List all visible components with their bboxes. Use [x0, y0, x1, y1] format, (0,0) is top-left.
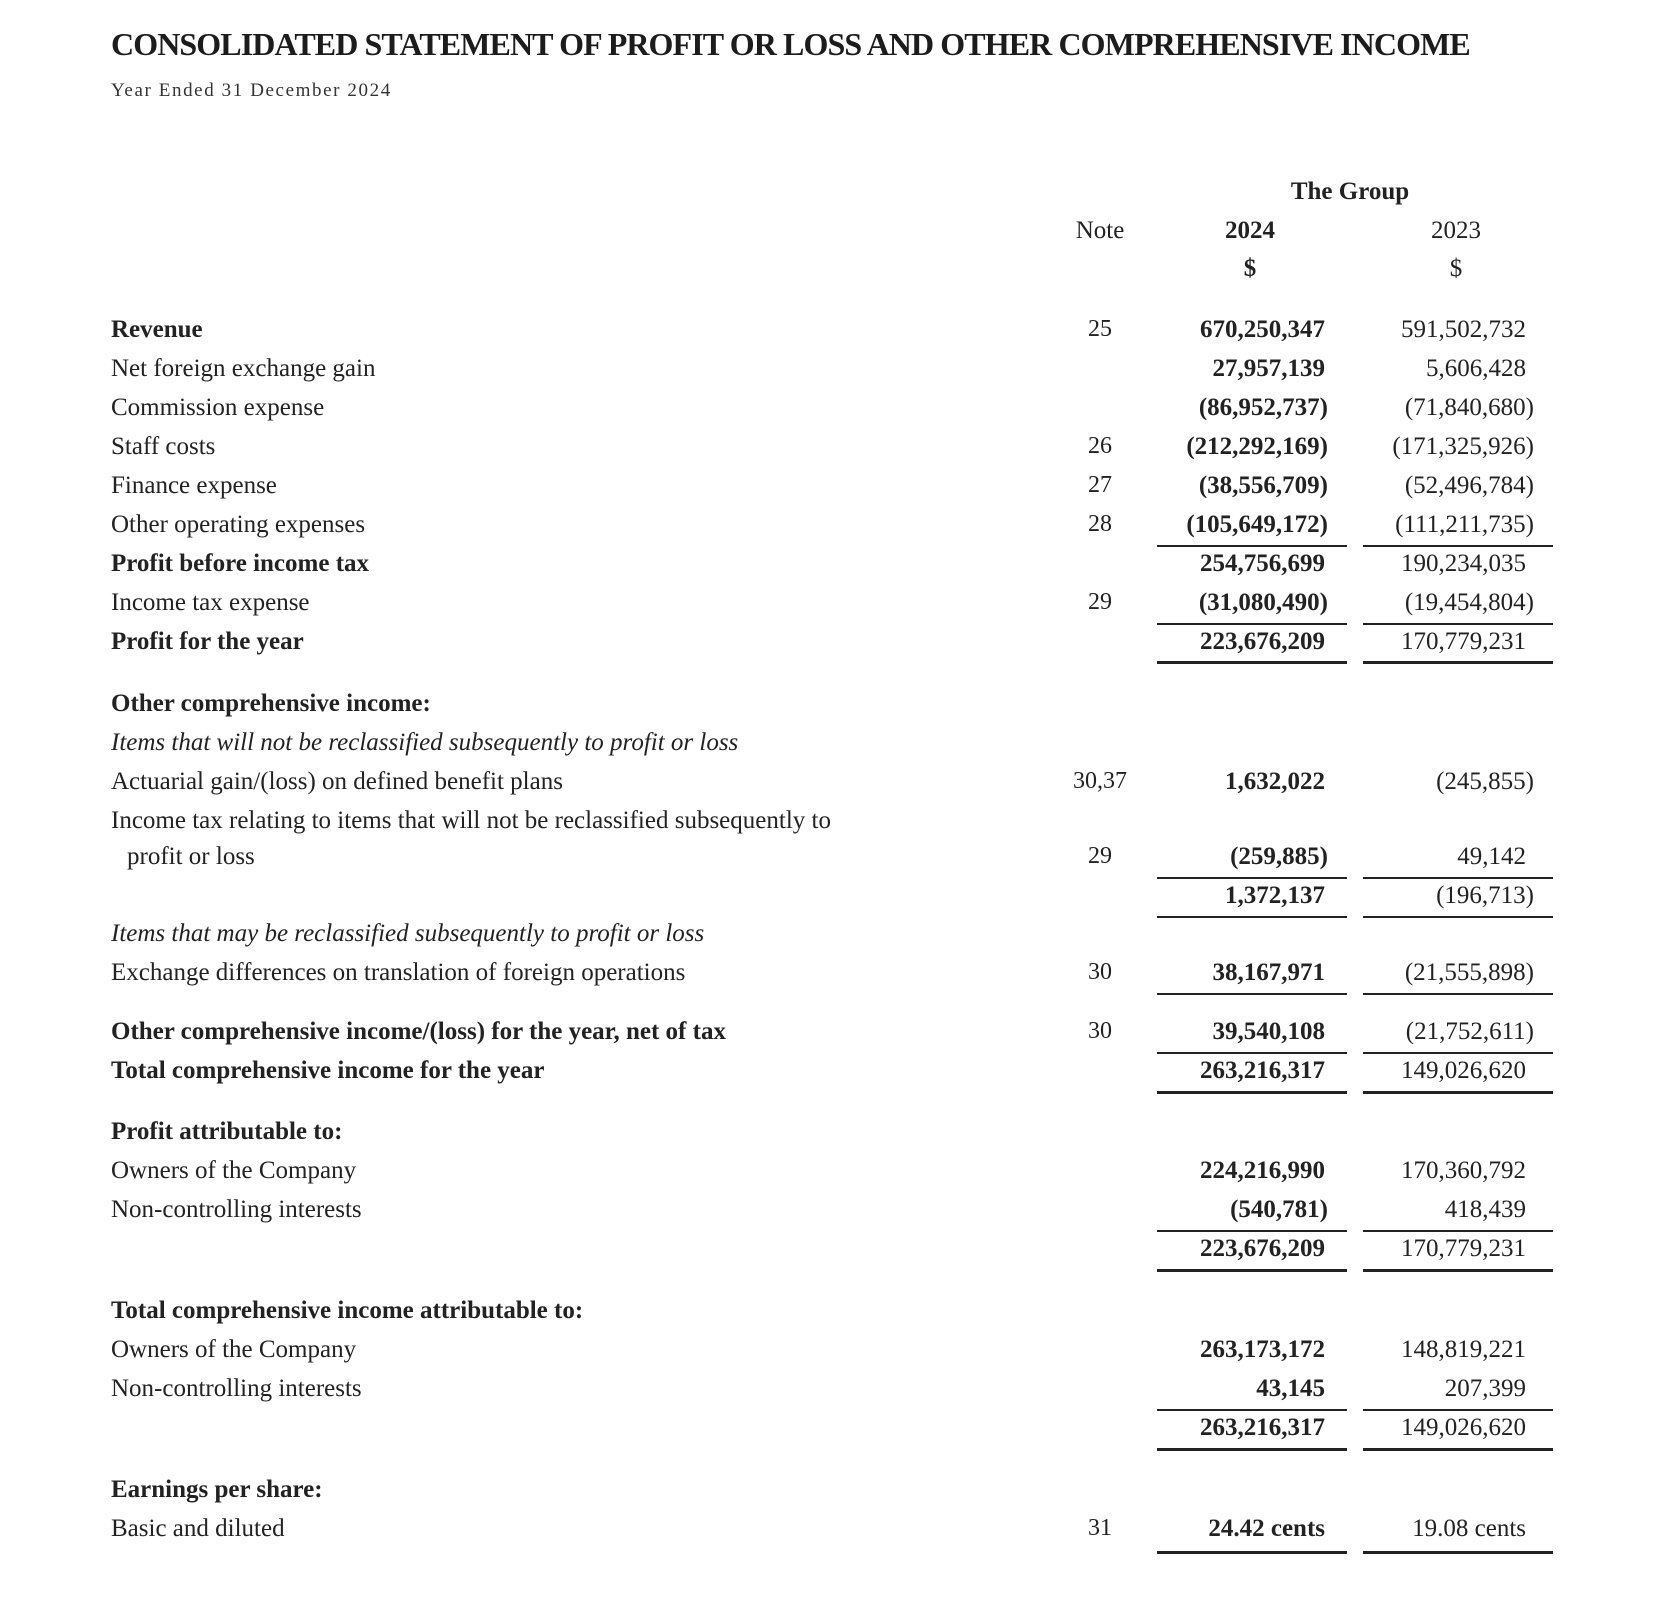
row-tax-oci	[0, 807, 1654, 883]
value-2023: 190,234,035	[1401, 550, 1526, 577]
underline-2024	[1157, 1230, 1347, 1232]
row-profit-before-tax	[0, 550, 1654, 588]
row-income-tax	[0, 589, 1654, 627]
row-profit-owners	[0, 1157, 1654, 1195]
row-other-opex	[0, 511, 1654, 549]
row-label: Other operating expenses	[111, 511, 366, 538]
row-total-comprehensive-income	[0, 1057, 1654, 1095]
value-2024: 263,216,317	[1200, 1414, 1325, 1441]
underline-2023	[1363, 993, 1553, 995]
value-2023: 170,779,231	[1401, 628, 1526, 655]
value-2024: 1,632,022	[1225, 768, 1325, 795]
value-2024: (259,885)	[1230, 843, 1328, 870]
row-note: 26	[1088, 433, 1112, 459]
total-underline-2023	[1363, 1269, 1553, 1272]
total-underline-2024	[1157, 1551, 1347, 1554]
row-tci-nci	[0, 1375, 1654, 1413]
row-commission	[0, 394, 1654, 432]
value-2024: (540,781)	[1230, 1196, 1328, 1223]
year-2023-header: 2023	[1431, 217, 1481, 244]
underline-2023	[1363, 916, 1553, 918]
value-2023: 5,606,428	[1426, 355, 1526, 382]
value-2023: 418,439	[1444, 1196, 1526, 1223]
row-note: 30,37	[1073, 768, 1127, 794]
value-2023: (245,855)	[1436, 768, 1534, 795]
value-2023: 148,819,221	[1401, 1336, 1526, 1363]
row-staff-costs	[0, 433, 1654, 471]
row-label-continuation: profit or loss	[127, 843, 255, 870]
row-subtotal-not-reclassified	[0, 882, 1654, 920]
row-label: Total comprehensive income for the year	[111, 1057, 545, 1084]
total-underline-2024	[1157, 1269, 1347, 1272]
value-2023: 149,026,620	[1401, 1414, 1526, 1441]
row-label: Non-controlling interests	[111, 1375, 362, 1402]
total-underline-2024	[1157, 1448, 1347, 1451]
row-profit-nci	[0, 1196, 1654, 1234]
section-heading: Total comprehensive income attributable to:	[111, 1297, 584, 1324]
underline-2024	[1157, 623, 1347, 625]
value-2024: 39,540,108	[1212, 1018, 1325, 1045]
row-note: 25	[1088, 316, 1112, 342]
row-note: 29	[1088, 843, 1112, 869]
row-note: 28	[1088, 511, 1112, 537]
value-2024: 1,372,137	[1225, 882, 1325, 909]
section-heading-oci	[0, 690, 1654, 728]
underline-2023	[1363, 1409, 1553, 1411]
value-2024: (38,556,709)	[1198, 472, 1328, 499]
underline-2023	[1363, 545, 1553, 547]
value-2023: 19.08 cents	[1412, 1515, 1526, 1542]
value-2024: 38,167,971	[1212, 959, 1325, 986]
underline-2024	[1157, 993, 1347, 995]
total-underline-2023	[1363, 1448, 1553, 1451]
value-2024: 24.42 cents	[1208, 1515, 1325, 1542]
subheading-may-reclassify	[0, 920, 1654, 958]
underline-2024	[1157, 877, 1347, 879]
row-tci-owners	[0, 1336, 1654, 1374]
note-column-header: Note	[1075, 217, 1125, 244]
value-2024: (86,952,737)	[1198, 394, 1328, 421]
value-2024: (105,649,172)	[1186, 511, 1328, 538]
value-2023: 49,142	[1457, 843, 1526, 870]
value-2024: (212,292,169)	[1186, 433, 1328, 460]
section-heading: Other comprehensive income:	[111, 690, 431, 717]
value-2024: 27,957,139	[1212, 355, 1325, 382]
section-heading: Profit attributable to:	[111, 1118, 343, 1145]
value-2023: 591,502,732	[1401, 316, 1526, 343]
value-2023: 149,026,620	[1401, 1057, 1526, 1084]
underline-2023	[1363, 1052, 1553, 1054]
currency-2023-header: $	[1449, 255, 1463, 282]
total-underline-2023	[1363, 1091, 1553, 1094]
row-label: Profit for the year	[111, 628, 304, 655]
subheading: Items that may be reclassified subsequently to profit or loss	[111, 920, 705, 947]
subheading-not-reclassified	[0, 729, 1654, 767]
value-2023: (111,211,735)	[1395, 511, 1534, 538]
subheading: Items that will not be reclassified subsequently to profit or loss	[111, 729, 739, 756]
row-label: Staff costs	[111, 433, 216, 460]
value-2024: 263,216,317	[1200, 1057, 1325, 1084]
total-underline-2023	[1363, 661, 1553, 664]
value-2024: 254,756,699	[1200, 550, 1325, 577]
row-profit-attributable-total	[0, 1235, 1654, 1273]
row-label: Net foreign exchange gain	[111, 355, 376, 382]
row-label: Revenue	[111, 316, 203, 343]
row-label: Owners of the Company	[111, 1336, 357, 1363]
row-label: Other comprehensive income/(loss) for the year, net of tax	[111, 1018, 726, 1045]
section-heading-profit-attributable	[0, 1118, 1654, 1156]
row-label: Basic and diluted	[111, 1515, 285, 1542]
value-2023: (171,325,926)	[1392, 433, 1534, 460]
row-tci-attributable-total	[0, 1414, 1654, 1452]
value-2023: 170,360,792	[1401, 1157, 1526, 1184]
row-label: Finance expense	[111, 472, 277, 499]
section-heading: Earnings per share:	[111, 1476, 323, 1503]
value-2023: (196,713)	[1436, 882, 1534, 909]
underline-2023	[1363, 1230, 1553, 1232]
row-label: Profit before income tax	[111, 550, 370, 577]
value-2023: (21,752,611)	[1405, 1018, 1534, 1045]
row-eps	[0, 1515, 1654, 1553]
row-note: 30	[1088, 959, 1112, 985]
value-2023: 170,779,231	[1401, 1235, 1526, 1262]
section-heading-eps	[0, 1476, 1654, 1514]
value-2023: (52,496,784)	[1404, 472, 1534, 499]
row-actuarial	[0, 768, 1654, 806]
row-note: 29	[1088, 589, 1112, 615]
value-2024: (31,080,490)	[1198, 589, 1328, 616]
row-label: Actuarial gain/(loss) on defined benefit plans	[111, 768, 563, 795]
row-label: Non-controlling interests	[111, 1196, 362, 1223]
underline-2024	[1157, 1409, 1347, 1411]
section-heading-tci-attributable	[0, 1297, 1654, 1335]
group-header: The Group	[1290, 178, 1410, 205]
total-underline-2024	[1157, 661, 1347, 664]
row-note: 31	[1088, 1515, 1112, 1541]
row-label: Exchange differences on translation of foreign operations	[111, 959, 686, 986]
statement-title: CONSOLIDATED STATEMENT OF PROFIT OR LOSS AND OTHER COMPREHENSIVE INCOME	[111, 26, 1470, 62]
row-fx-gain	[0, 355, 1654, 393]
value-2024: 223,676,209	[1200, 628, 1325, 655]
row-label: Income tax expense	[111, 589, 310, 616]
row-note: 30	[1088, 1018, 1112, 1044]
value-2024: 223,676,209	[1200, 1235, 1325, 1262]
row-oci-net	[0, 1018, 1654, 1056]
total-underline-2024	[1157, 1091, 1347, 1094]
value-2024: 224,216,990	[1200, 1157, 1325, 1184]
row-label: Income tax relating to items that will not be reclassified subsequently to	[111, 807, 831, 834]
row-label: Commission expense	[111, 394, 325, 421]
underline-2024	[1157, 1052, 1347, 1054]
total-underline-2023	[1363, 1551, 1553, 1554]
row-revenue	[0, 316, 1654, 354]
row-note: 27	[1088, 472, 1112, 498]
year-2024-header: 2024	[1225, 217, 1275, 244]
value-2024: 43,145	[1256, 1375, 1325, 1402]
row-fx-translation	[0, 959, 1654, 997]
value-2023: (19,454,804)	[1404, 589, 1534, 616]
statement-period: Year Ended 31 December 2024	[111, 80, 392, 101]
currency-2024-header: $	[1243, 255, 1257, 282]
underline-2024	[1157, 545, 1347, 547]
row-finance-expense	[0, 472, 1654, 510]
underline-2023	[1363, 877, 1553, 879]
row-label: Owners of the Company	[111, 1157, 357, 1184]
underline-2024	[1157, 916, 1347, 918]
underline-2023	[1363, 623, 1553, 625]
value-2023: 207,399	[1444, 1375, 1526, 1402]
value-2023: (21,555,898)	[1404, 959, 1534, 986]
value-2024: 670,250,347	[1200, 316, 1325, 343]
value-2024: 263,173,172	[1200, 1336, 1325, 1363]
value-2023: (71,840,680)	[1404, 394, 1534, 421]
